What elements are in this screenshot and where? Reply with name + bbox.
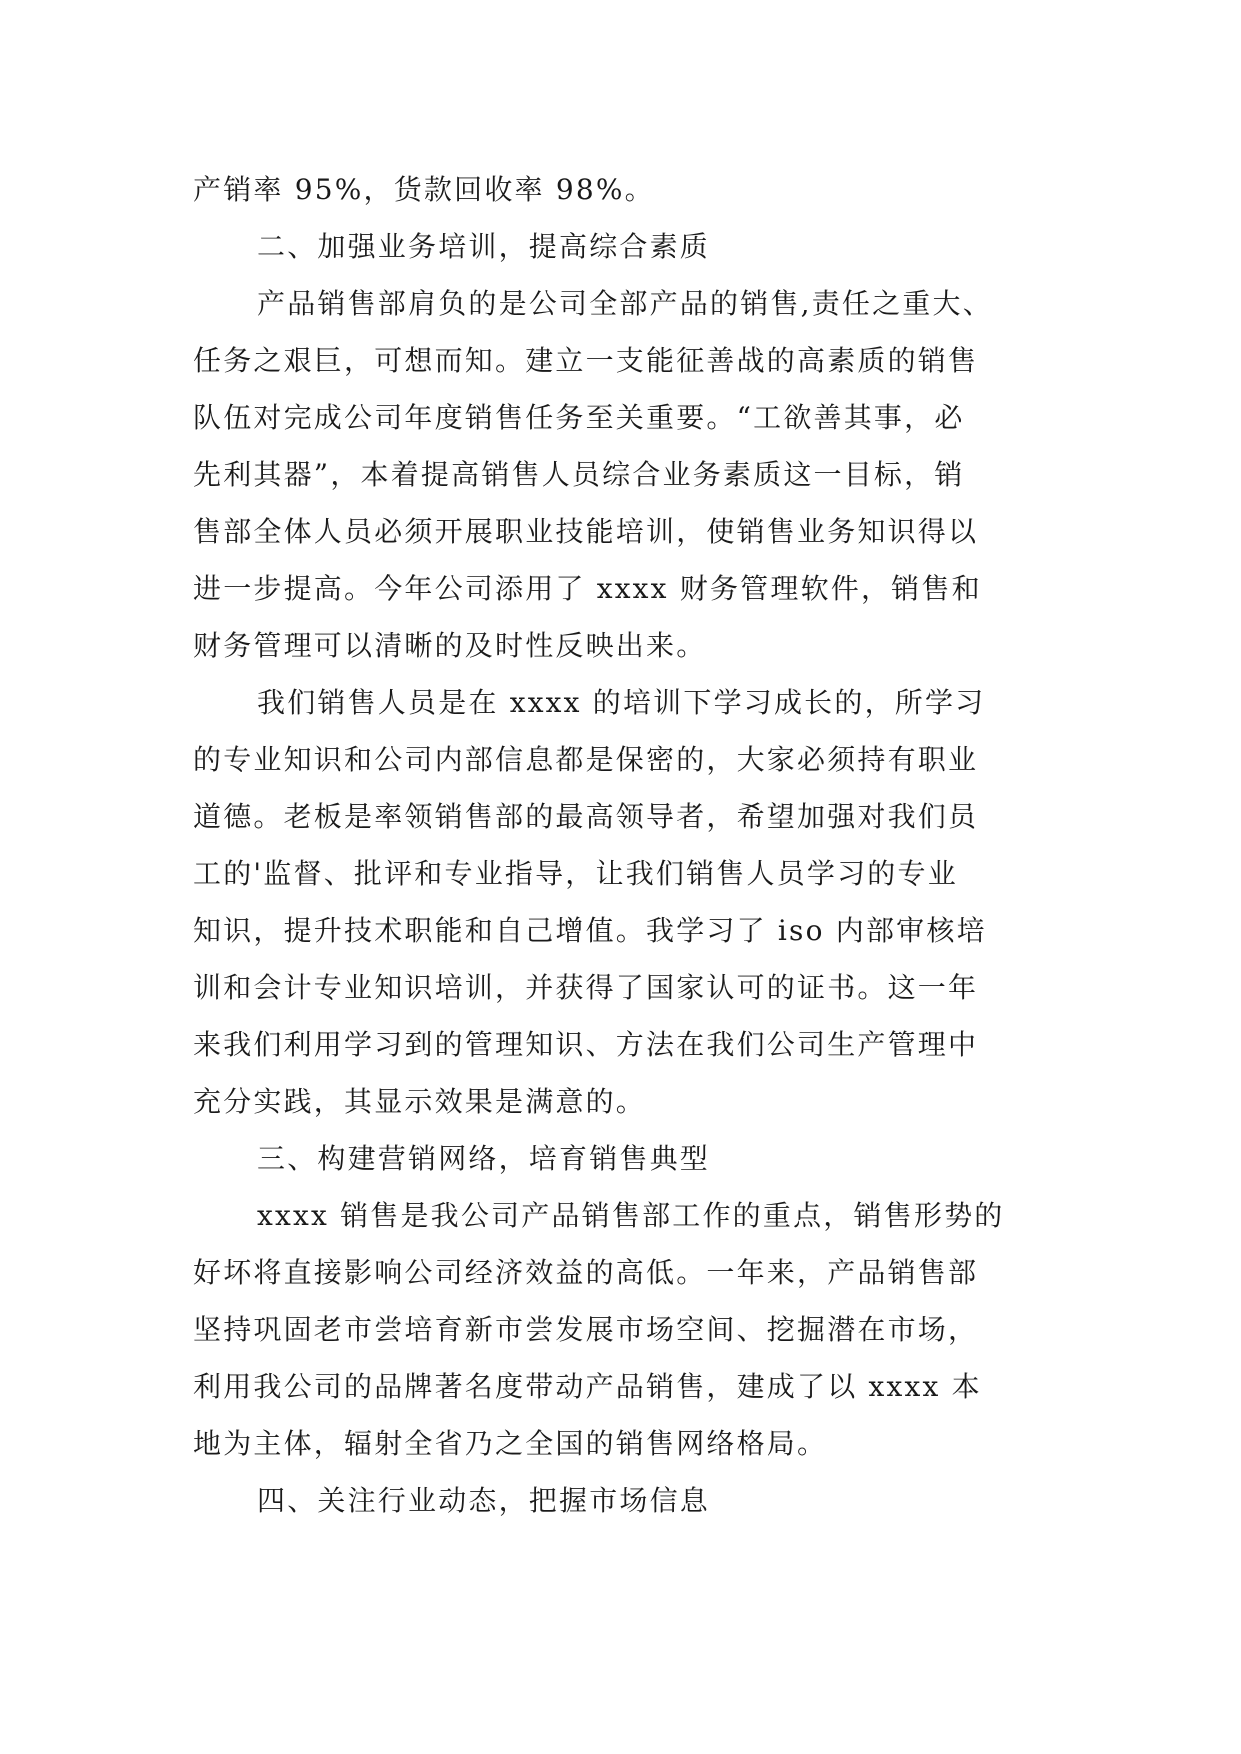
section-heading-3: 三、构建营销网络，培育销售典型 [257, 1142, 711, 1175]
body-text-line: 来我们利用学习到的管理知识、方法在我们公司生产管理中 [193, 1028, 979, 1061]
body-text-line: 财务管理可以清晰的及时性反映出来。 [193, 629, 707, 662]
body-text-line: 进一步提高。今年公司添用了 xxxx 财务管理软件，销售和 [193, 572, 982, 605]
body-text-line: 工的'监督、批评和专业指导，让我们销售人员学习的专业 [193, 857, 958, 890]
body-text-line: 任务之艰巨，可想而知。建立一支能征善战的高素质的销售 [193, 344, 979, 377]
body-text-line: 训和会计专业知识培训，并获得了国家认可的证书。这一年 [193, 971, 979, 1004]
body-text-line: 的专业知识和公司内部信息都是保密的，大家必须持有职业 [193, 743, 979, 776]
paragraph-first-line: 产品销售部肩负的是公司全部产品的销售,责任之重大、 [257, 287, 993, 320]
body-text-line: 售部全体人员必须开展职业技能培训，使销售业务知识得以 [193, 515, 979, 548]
body-text-line: 坚持巩固老市尝培育新市尝发展市场空间、挖掘潜在市场， [193, 1313, 979, 1346]
body-text-line: 知识，提升技术职能和自己增值。我学习了 iso 内部审核培 [193, 914, 987, 947]
body-text-line: 地为主体，辐射全省乃之全国的销售网络格局。 [193, 1427, 828, 1460]
body-text-line: 队伍对完成公司年度销售任务至关重要。“工欲善其事，必 [193, 401, 965, 434]
paragraph-first-line: 我们销售人员是在 xxxx 的培训下学习成长的，所学习 [257, 686, 986, 719]
body-text-line: 道德。老板是率领销售部的最高领导者，希望加强对我们员 [193, 800, 979, 833]
body-text-line: 产销率 95%，货款回收率 98%。 [193, 173, 655, 206]
section-heading-2: 二、加强业务培训，提高综合素质 [257, 230, 711, 263]
section-heading-4: 四、关注行业动态，把握市场信息 [257, 1484, 711, 1517]
body-text-line: 利用我公司的品牌著名度带动产品销售，建成了以 xxxx 本 [193, 1370, 982, 1403]
body-text-line: 先利其器”，本着提高销售人员综合业务素质这一目标，销 [193, 458, 965, 491]
paragraph-first-line: xxxx 销售是我公司产品销售部工作的重点，销售形势的 [257, 1199, 1005, 1232]
body-text-line: 充分实践，其显示效果是满意的。 [193, 1085, 647, 1118]
body-text-line: 好坏将直接影响公司经济效益的高低。一年来，产品销售部 [193, 1256, 979, 1289]
